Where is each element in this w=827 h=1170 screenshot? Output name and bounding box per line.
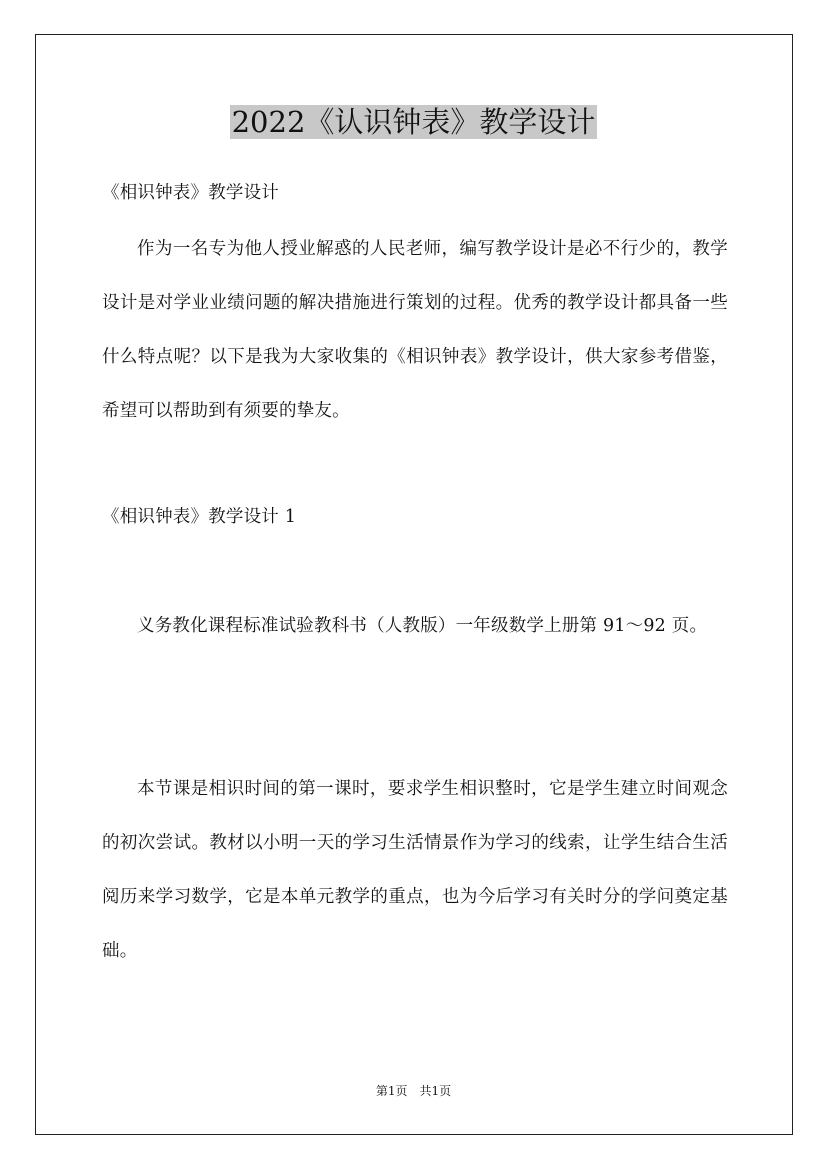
page-footer: 第1页 共1页	[375, 1084, 452, 1098]
intro-paragraph: 作为一名专为他人授业解惑的人民老师，编写教学设计是必不行少的，教学设计是对学业业绩问题的解决措施进行策划的过程。优秀的教学设计都具备一些什么特点呢？以下是我为大家收集的《相识钟表》教学设计，供大家参考借鉴，希望可以帮助到有须要的挚友。	[102, 239, 728, 421]
document-subtitle: 《相识钟表》教学设计	[102, 183, 279, 203]
document-title-text: 2022《认识钟表》教学设计	[231, 105, 596, 139]
analysis-paragraph: 本节课是相识时间的第一课时，要求学生相识整时，它是学生建立时间观念的初次尝试。教材以小明一天的学习生活情景作为学习的线索，让学生结合生活阅历来学习数学，它是本单元教学的重点，也为今后学习有关时分的学问奠定基础。	[102, 779, 728, 961]
textbook-paragraph: 义务教化课程标准试验教科书（人教版）一年级数学上册第 91～92 页。	[137, 616, 708, 636]
document-title	[0, 100, 827, 144]
section-heading: 《相识钟表》教学设计 1	[102, 507, 297, 527]
